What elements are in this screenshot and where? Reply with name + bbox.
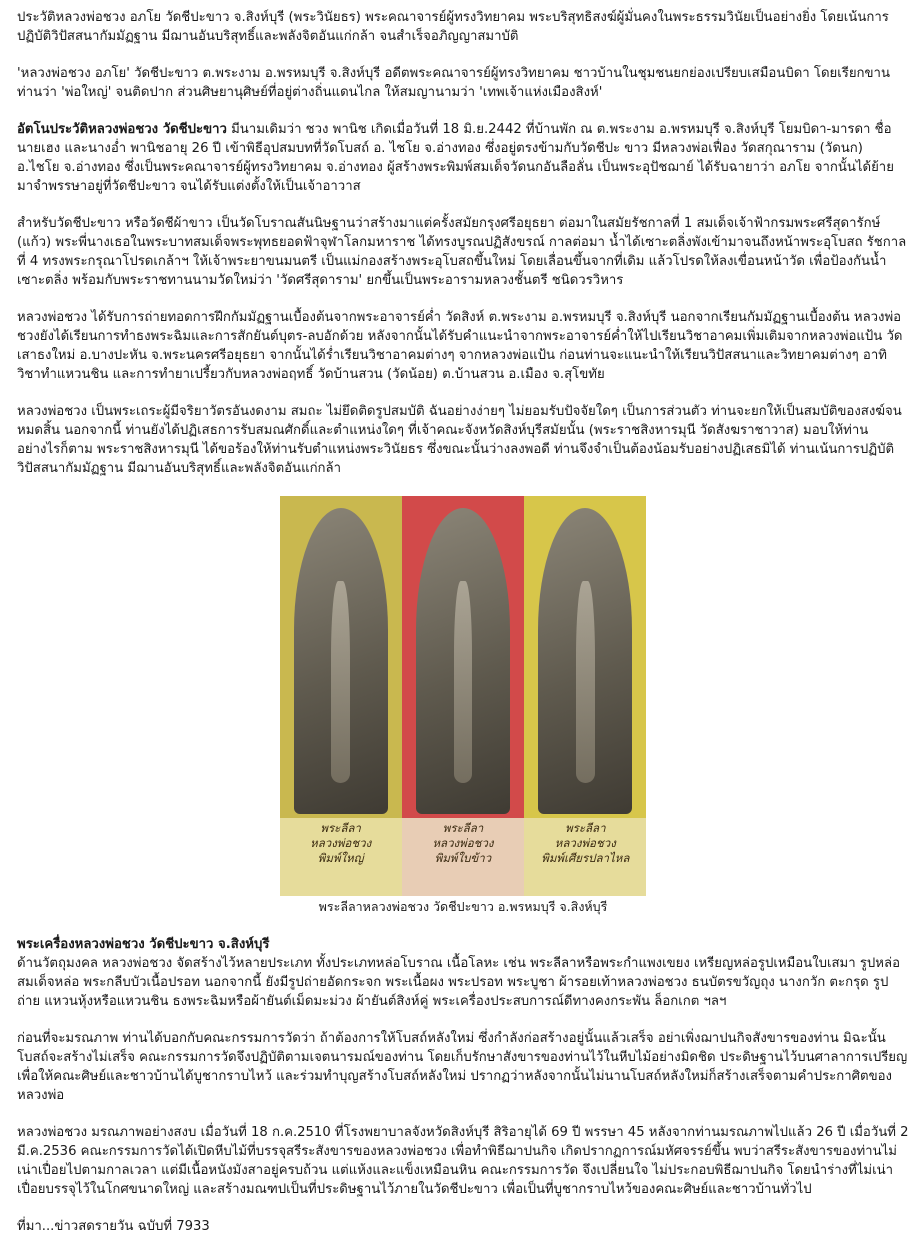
paragraph-4: สำหรับวัดชีปะขาว หรือวัดชีผ้าขาว เป็นวัดโบราณสันนิษฐานว่าสร้างมาแต่ครั้งสมัยกรุงศรีอยุธยา ต่อมาในสมัยรัชกาลที่ 1 สมเด็จเจ้าฟ้ากรมพระศรีสุดารักษ์ (แก้ว) พระพี่นางเธอในพระบาทสมเด็จพระพุทธยอดฟ้าจุฬาโลกมหาราช ได้ทรงบูรณปฏิสังขรณ์ กาลต่อมา น้ำได้เซาะตลิ่งพังเข้ามาจนถึงหน้าพระอุโบสถ รัชกาลที่ 4 ทรงพระกรุณาโปรดเกล้าฯ ให้เจ้าพระยาขนมนตรี เป็นแม่กองสร้างพระอุโบสถขึ้นใหม่ โดยเลื่อนขึ้นจากที่เดิม แล้วโปรดให้ลงเขื่อนหน้าวัด เพื่อป้องกันน้ำเซาะตลิ่ง พร้อมกับพระราชทานนามวัดใหม่ว่า 'วัดศรีสุดาราม' ยกขึ้นเป็นพระอารามหลวงชั้นตรี ชนิดวรวิหาร (17, 216, 907, 288)
paragraph-8: ก่อนที่จะมรณภาพ ท่านได้บอกกับคณะกรรมการวัดว่า ถ้าต้องการให้โบสถ์หลังใหม่ ซึ่งกำลังก่อสร้างอยู่นั้นแล้วเสร็จ อย่าเพิ่งฌาปนกิจสังขารของท่าน มิฉะนั้นโบสถ์จะสร้างไม่เสร็จ คณะกรรมการวัดจึงปฏิบัติตามเจตนารมณ์ของท่าน โดยเก็บรักษาสังขารของท่านไว้ในหีบไม้อย่างมิดชิด ประดิษฐานไว้บนศาลาการเปรียญ เพื่อให้คณะศิษย์และชาวบ้านได้บูชากราบไหว้ และร่วมทำบุญสร้างโบสถ์หลังใหม่ ปรากฏว่าหลังจากนั้นไม่นานโบสถ์หลังใหม่ก็สร้างเสร็จตามคำประกาศิตของหลวงพ่อ (17, 1031, 908, 1103)
amulet-image-2 (416, 508, 510, 814)
paragraph-7: ด้านวัตถุมงคล หลวงพ่อชวง จัดสร้างไว้หลายประเภท ทั้งประเภทหล่อโบราณ เนื้อโลหะ เช่น พระลีลาหรือพระกำแพงเขยง เหรียญหล่อรูปเหมือนใบเสมา รูปหล่อ สมเด็จหล่อ พระกลีบบัวเนื้อปรอท นอกจากนี้ ยังมีรูปถ่ายอัดกระจก พระเนื้อผง พระปรอท พระบูชา ผ้ารอยเท้าหลวงพ่อชวง ธนบัตรขวัญถุง นางกวัก ตะกรุด รูปถ่าย แหวนหุ้งหรือแหวนชิน ธงพระฉิมหรือผ้ายันต์เม็ดมะม่วง ผ้ายันต์สิงห์คู่ พระเครื่องประสบการณ์ดีทางคงกระพัน ล็อกเกต ฯลฯ (17, 956, 900, 1009)
article (17, 8, 909, 1254)
paragraph-5: หลวงพ่อชวง ได้รับการถ่ายทอดการฝึกกัมมัฏฐานเบื้องต้นจากพระอาจารย์ค่ำ วัดสิงห์ ต.พระงาม อ.พรหมบุรี จ.สิงห์บุรี นอกจากเรียนกัมมัฏฐานเบื้องต้น หลวงพ่อชวงยังได้เรียนการทำธงพระฉิมและการสักยันต์บุตร-ลบอักด้วย หลังจากนั้นได้รับคำแนะนำจากพระอาจารย์ค่ำให้ไปเรียนวิชาอาคมเพิ่มเติมจากหลวงพ่อแป้น วัดเสาธงใหม่ อ.บางปะหัน จ.พระนครศรีอยุธยา จากนั้นได้ร่ำเรียนวิชาอาคมต่างๆ จากหลวงพ่อแป้น ก่อนท่านจะแนะนำให้เรียนวิปัสสนาและวิทยาคมต่างๆ อาทิ วิชาทำแหวนชิน และการทำยาเปรี้ยวกับหลวงพ่อฤทธิ์ วัดบ้านสวน (วัดน้อย) ต.บ้านสวน อ.เมือง จ.สุโขทัย (17, 310, 903, 382)
amulet-panel-1 (280, 496, 402, 896)
paragraph-6: หลวงพ่อชวง เป็นพระเถระผู้มีจริยาวัตรอันงดงาม สมถะ ไม่ยึดติดรูปสมบัติ ฉันอย่างง่ายๆ ไม่ยอมรับปัจจัยใดๆ เป็นการส่วนตัว ท่านจะยกให้เป็นสมบัติของสงฆ์จนหมดสิ้น นอกจากนี้ ท่านยังได้ปฏิเสธการรับสมณศักดิ์และตำแหน่งใดๆ ที่เจ้าคณะจังหวัดสิงห์บุรีสมัยนั้น (พระราชสิงหารมุนี วัดสังฆราชาวาส) มอบให้ท่าน อย่างไรก็ตาม พระราชสิงหารมุนี ได้ขอร้องให้ท่านรับตำแหน่งพระวินัยธร ซึ่งขณะนั้นว่างลงพอดี ท่านจึงจำเป็นต้องน้อมรับอย่างปฏิเสธมิได้ ท่านเน้นการปฏิบัติวิปัสสนากัมมัฏฐาน มีฌานอันบริสุทธิ์และพลังจิตอันแก่กล้า (17, 404, 902, 476)
paragraph-2: 'หลวงพ่อชวง อภโย' วัดชีปะขาว ต.พระงาม อ.พรหมบุรี จ.สิงห์บุรี อดีตพระคณาจารย์ผู้ทรงวิทยาคม ชาวบ้านในชุมชนยกย่องเปรียบเสมือนบิดา โดยเรียกขานท่านว่า 'พ่อใหญ่' จนติดปาก ส่วนศิษยานุศิษย์ที่อยู่ต่างถิ่นแดนไกล ให้สมญานามว่า 'เทพเจ้าแห่งเมืองสิงห์' (17, 66, 890, 100)
amulet-panel-3 (524, 496, 646, 896)
amulet-image-3 (538, 508, 632, 814)
amulet-photo (280, 496, 647, 896)
amulet-image-1 (294, 508, 388, 814)
paragraph-3: อัตโนประวัติหลวงพ่อชวง วัดชีปะขาว มีนามเดิมว่า ชวง พานิช เกิดเมื่อวันที่ 18 มิ.ย.2442 ที่บ้านพัก ณ ต.พระงาม อ.พรหมบุรี จ.สิงห์บุรี โยมบิดา-มารดา ชื่อ นายเฮง และนางอ่ำ พานิชอายุ 26 ปี เข้าพิธีอุปสมบทที่วัดโบสถ์ อ. ไชโย จ.อ่างทอง ซึ่งอยู่ตรงข้ามกับวัดชีปะ ขาว มีหลวงพ่อเฟื่อง วัดสกุณาราม (วัดนก) อ.ไชโย จ.อ่างทอง ซึ่งเป็นพระคณาจารย์ผู้ทรงวิทยาคม จ.อ่างทอง ผู้สร้างพระพิมพ์สมเด็จวัดนกอันลือลั่น เป็นพระอุปัชฌาย์ ได้รับฉายาว่า อภโย จากนั้นได้ย้ายมาจำพรรษาอยู่ที่วัดชีปะขาว จนได้รับแต่งตั้งให้เป็นเจ้าอาวาส (17, 122, 894, 194)
paragraph-9: หลวงพ่อชวง มรณภาพอย่างสงบ เมื่อวันที่ 18 ก.ค.2510 ที่โรงพยาบาลจังหวัดสิงห์บุรี สิริอายุได้ 69 ปี พรรษา 45 หลังจากท่านมรณภาพไปแล้ว 26 ปี เมื่อวันที่ 2 มี.ค.2536 คณะกรรมการวัดได้เปิดหีบไม้ที่บรรจุสรีระสังขารของหลวงพ่อชวง เพื่อทำพิธีฌาปนกิจ เกิดปรากฏการณ์มหัศจรรย์ขึ้น พบว่าสรีระสังขารของท่านไม่เน่าเปื่อยไปตามกาลเวลา แต่มีเนื้อหนังมังสาอยู่ครบถ้วน แต่แห้งและแข็งเหมือนหิน คณะกรรมการวัด จึงเปลี่ยนใจ ไม่ประกอบพิธีฌาปนกิจ โดยนำร่างที่ไม่เน่าเปื่อยบรรจุไว้ในโกศขนาดใหญ่ และสร้างมณฑปเป็นที่ประดิษฐานไว้ภายในวัดชีปะขาว เพื่อเป็นที่บูชากราบไหว้ของคณะศิษย์และชาวบ้านทั่วไป (17, 1125, 909, 1197)
amulet-label-3: พระลีลา หลวงพ่อชวง พิมพ์เศียรปลาไหล (524, 818, 646, 896)
amulet-label-2: พระลีลา หลวงพ่อชวง พิมพ์ใบข้าว (402, 818, 524, 896)
source-line: ที่มา...ข่าวสดรายวัน ฉบับที่ 7933 (17, 1219, 210, 1234)
amulet-figure (280, 496, 647, 915)
amulet-label-1: พระลีลา หลวงพ่อชวง พิมพ์ใหญ่ (280, 818, 402, 896)
paragraph-3-lead: อัตโนประวัติหลวงพ่อชวง วัดชีปะขาว (17, 122, 227, 137)
figure-caption: พระลีลาหลวงพ่อชวง วัดชีปะขาว อ.พรหมบุรี จ.สิงห์บุรี (318, 899, 608, 914)
amulet-panel-2 (402, 496, 524, 896)
paragraph-1: ประวัติหลวงพ่อชวง อภโย วัดชีปะขาว จ.สิงห์บุรี (พระวินัยธร) พระคณาจารย์ผู้ทรงวิทยาคม พระบริสุทธิสงฆ์ผู้มั่นคงในพระธรรมวินัยเป็นอย่างยิ่ง โดยเน้นการปฏิบัติวิปัสสนากัมมัฏฐาน มีฌานอันบริสุทธิ์และพลังจิตอันแก่กล้า จนสำเร็จอภิญญาสมาบัติ (17, 10, 889, 44)
section-title: พระเครื่องหลวงพ่อชวง วัดชีปะขาว จ.สิงห์บุรี (17, 937, 270, 952)
